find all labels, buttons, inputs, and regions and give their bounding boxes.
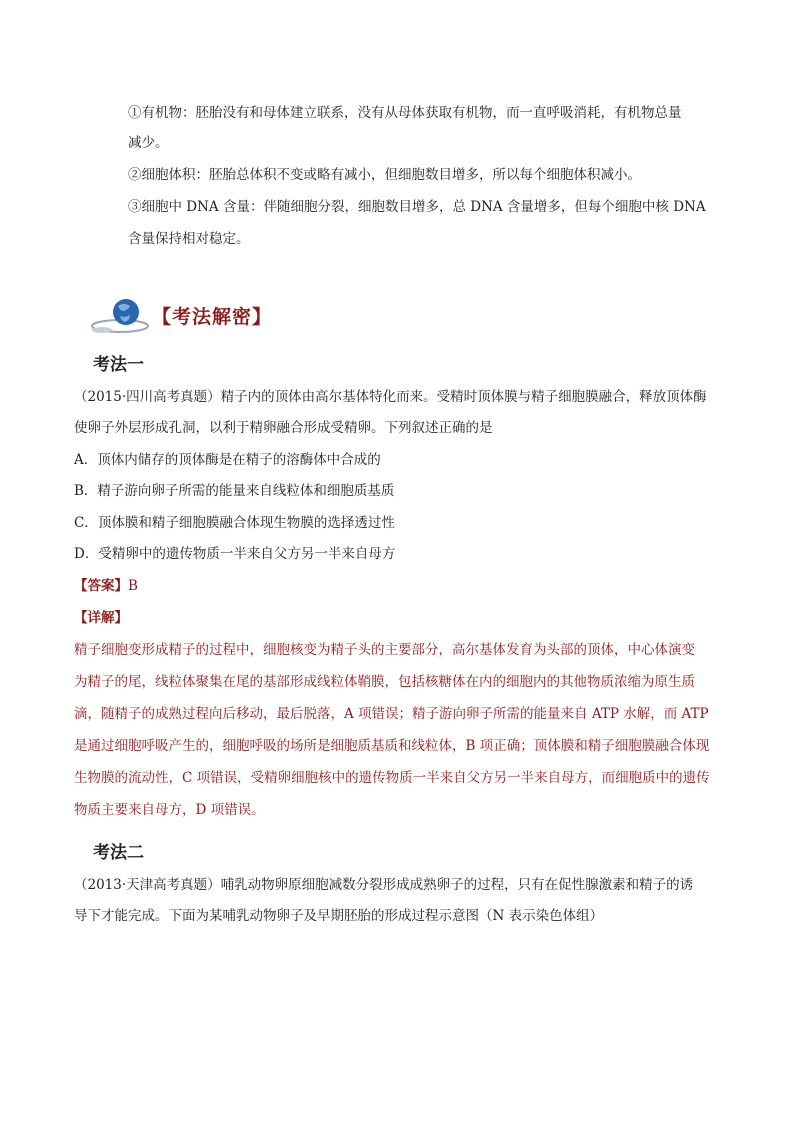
option-d: D．受精卵中的遗传物质一半来自父方另一半来自母方 xyxy=(74,546,396,562)
detail-line-1: 精子细胞变形成精子的过程中，细胞核变为精子头的主要部分，高尔基体发育为头部的顶体，中心体演变 xyxy=(74,642,695,658)
answer-value: B xyxy=(128,578,138,594)
option-b: B．精子游向卵子所需的能量来自线粒体和细胞质基质 xyxy=(74,483,395,499)
detail-line-6: 物质主要来自母方，D 项错误。 xyxy=(74,802,265,818)
answer-label: 【答案】 xyxy=(74,578,128,594)
detail-label: 【详解】 xyxy=(74,610,128,626)
method-2-question-line-1: （2013·天津高考真题）哺乳动物卵原细胞减数分裂形成成熟卵子的过程，只有在促性腺激素和精子的诱 xyxy=(74,877,694,893)
method-2-title: 考法二 xyxy=(93,843,144,863)
summary-item-3-line-1: ③细胞中 DNA 含量：伴随细胞分裂，细胞数目增多，总 DNA 含量增多，但每个细胞中核 DNA xyxy=(128,199,706,215)
summary-item-1-line-2: 减少。 xyxy=(128,135,169,151)
option-c: C．顶体膜和精子细胞膜融合体现生物膜的选择透过性 xyxy=(74,515,395,531)
summary-item-1-line-1: ①有机物：胚胎没有和母体建立联系，没有从母体获取有机物，而一直呼吸消耗，有机物总量 xyxy=(128,105,682,121)
option-a: A．顶体内储存的顶体酶是在精子的溶酶体中合成的 xyxy=(74,452,381,468)
detail-line-3: 滴，随精子的成熟过程向后移动，最后脱落，A 项错误；精子游向卵子所需的能量来自 ATP 水解，而 ATP xyxy=(74,706,709,722)
method-1-question-line-1: （2015·四川高考真题）精子内的顶体由高尔基体特化而来。受精时顶体膜与精子细胞膜融合，释放顶体酶 xyxy=(74,389,707,405)
summary-item-3-line-2: 含量保持相对稳定。 xyxy=(128,231,250,247)
summary-item-2: ②细胞体积：胚胎总体积不变或略有减小，但细胞数目增多，所以每个细胞体积减小。 xyxy=(128,167,641,183)
detail-line-4: 是通过细胞呼吸产生的，细胞呼吸的场所是细胞质基质和线粒体，B 项正确；顶体膜和精子细胞膜融合体现 xyxy=(74,738,710,754)
globe-icon xyxy=(90,296,154,336)
section-title: 【考法解密】 xyxy=(152,306,273,328)
detail-line-2: 为精子的尾，线粒体聚集在尾的基部形成线粒体鞘膜，包括核糖体在内的细胞内的其他物质浓缩为原生质 xyxy=(74,674,695,690)
method-2-question-line-2: 导下才能完成。下面为某哺乳动物卵子及早期胚胎的形成过程示意图（N 表示染色体组） xyxy=(74,908,604,924)
method-1-title: 考法一 xyxy=(93,355,144,375)
detail-line-5: 生物膜的流动性，C 项错误，受精卵细胞核中的遗传物质一半来自父方另一半来自母方，而细胞质中的遗传 xyxy=(74,770,710,786)
answer-line xyxy=(74,577,138,595)
method-1-question-line-2: 使卵子外层形成孔洞，以利于精卵融合形成受精卵。下列叙述正确的是 xyxy=(74,420,493,436)
